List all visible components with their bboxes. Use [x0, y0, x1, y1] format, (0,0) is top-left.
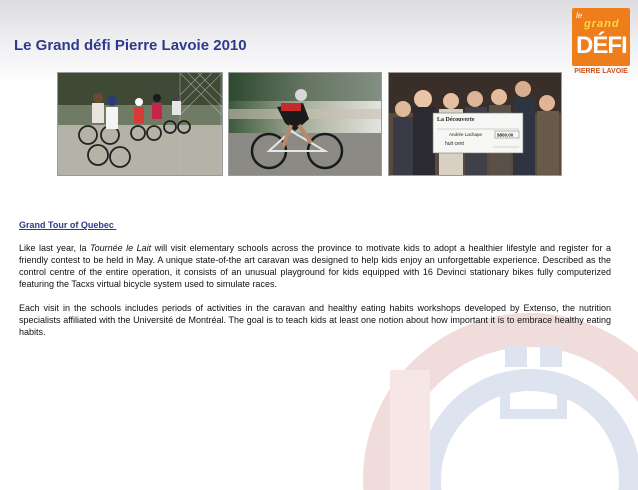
page-title: Le Grand défi Pierre Lavoie 2010	[14, 37, 247, 54]
cheque-board	[433, 113, 523, 153]
logo-box	[572, 8, 630, 66]
cyclist-racing-photo	[228, 72, 382, 176]
paragraph-tournee-body: will visit elementary schools across the province to motivate kids to adopt a healthier lifestyle and register for a friendly contest to be held in May. A unique state-of-the art caravan was designed to help kids enjoy an unforgettable experience. Described as the control centre of the entire operation, it consists of an unusual playground for kids equipped with 16 Devinci stationary bikes fully computerized featuring the Tacxs virtual bicycle system used to simulate races.	[19, 243, 611, 289]
logo-grand: grand	[584, 18, 620, 30]
grand-tour-heading-link[interactable]: Grand Tour of Quebec	[19, 220, 117, 230]
logo-le: le	[576, 11, 583, 20]
paragraph-tournee-intro: Like last year, la	[19, 243, 90, 253]
kids-cycling-photo	[57, 72, 223, 176]
paragraph-tournee	[19, 242, 611, 290]
paragraph-school-visits: Each visit in the schools includes periods of activities in the caravan and healthy eating habits workshops developed by Extenso, the nutrition specialists affiliated with the Université de Montréal. The goal is to teach kids at least one notion about how important it is to embrace healthy eating habits.	[19, 303, 611, 337]
grand-defi-logo	[572, 8, 630, 80]
cheque-amount-words: huit cent	[445, 141, 464, 147]
cheque-payee: Andrée Lachape	[449, 132, 483, 137]
cheque-header: La Découverte	[437, 117, 475, 123]
cheque-amount: $800.00	[497, 132, 514, 138]
logo-subtitle: PIERRE LAVOIE	[574, 68, 628, 75]
logo-defi: DÉFI	[576, 32, 627, 59]
cheque-presentation-photo	[388, 72, 562, 176]
tournee-le-lait-name: Tournée le Lait	[89, 243, 152, 253]
